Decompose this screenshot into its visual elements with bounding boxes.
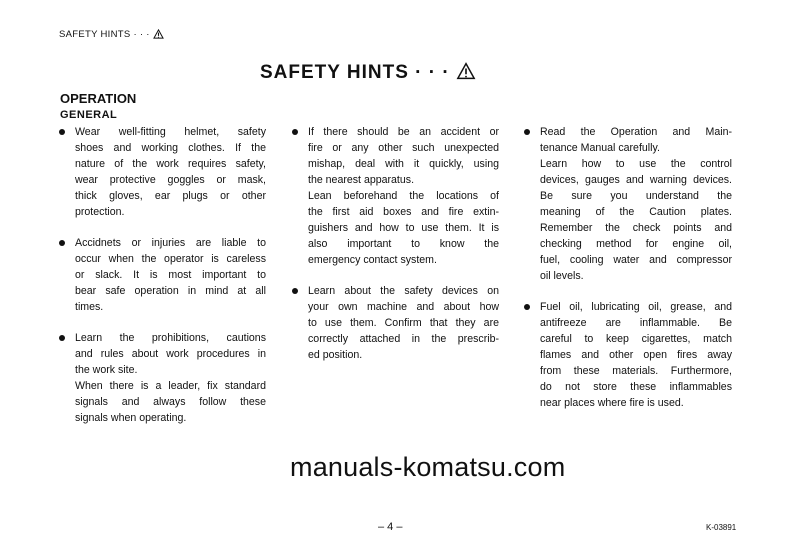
text-line: Read the Operation and Main-	[540, 126, 732, 138]
list-item	[524, 299, 732, 411]
text-line: mishap, deal with it quickly, using	[308, 158, 499, 170]
text-line: the work site.	[75, 364, 138, 376]
text-line: Learn the prohibitions, cautions	[75, 332, 266, 344]
text-line: Wear well-fitting helmet, safety	[75, 126, 266, 138]
page-number: – 4 –	[378, 521, 403, 533]
list-item	[59, 235, 266, 315]
text-line: and rules about work procedures in	[75, 348, 266, 360]
text-line: thick gloves, ear plugs or other	[75, 190, 266, 202]
warning-triangle-icon	[153, 29, 164, 39]
text-line: Learn how to use the control	[540, 158, 732, 170]
text-line: Fuel oil, lubricating oil, grease, and	[540, 301, 732, 313]
bullet-icon	[59, 335, 65, 341]
bullet-icon	[59, 129, 65, 135]
text-line: bear safe operation in mind at all	[75, 285, 266, 297]
bullet-icon	[524, 304, 530, 310]
text-line: occur when the operator is careless	[75, 253, 266, 265]
text-line: tenance Manual carefully.	[540, 142, 660, 154]
text-line: signals and always follow these	[75, 396, 266, 408]
list-item	[524, 124, 732, 284]
text-line: the first aid boxes and fire extin-	[308, 206, 499, 218]
text-line: Learn about the safety devices on	[308, 285, 499, 297]
text-line: emergency contact system.	[308, 254, 437, 266]
text-line: shoes and working clothes. If the	[75, 142, 266, 154]
text-line: nature of the work requires safety,	[75, 158, 266, 170]
column-1	[59, 124, 266, 441]
text-line: antifreeze are inflammable. Be	[540, 317, 732, 329]
text-line: devices, gauges and warning devices.	[540, 174, 732, 186]
page-title-text: SAFETY HINTS · · ·	[260, 62, 456, 83]
text-line: Remember the check points and	[540, 222, 732, 234]
text-line: protection.	[75, 206, 125, 218]
bullet-icon	[524, 129, 530, 135]
warning-triangle-icon	[456, 62, 476, 80]
text-line: meaning of the Caution plates.	[540, 206, 732, 218]
watermark: manuals-komatsu.com	[290, 452, 566, 482]
text-line: Accidnets or injuries are liable to	[75, 237, 266, 249]
text-line: checking method for engine oil,	[540, 238, 732, 250]
page-title	[260, 62, 476, 84]
text-line: times.	[75, 301, 104, 313]
column-3	[524, 124, 732, 426]
text-line: do not store these inflammables	[540, 381, 732, 393]
list-item	[59, 124, 266, 220]
text-line: ed position.	[308, 349, 363, 361]
text-line: fire or any other such unexpected	[308, 142, 499, 154]
list-item	[292, 124, 499, 268]
bullet-icon	[59, 240, 65, 246]
text-line: to use them. Confirm that they are	[308, 317, 499, 329]
text-line: correctly attached in the prescrib-	[308, 333, 499, 345]
bullet-icon	[292, 129, 298, 135]
text-line: When there is a leader, fix standard	[75, 380, 266, 392]
text-line: fuel, cooling water and compressor	[540, 254, 732, 266]
list-item	[292, 283, 499, 363]
text-line: flames and other open fires away	[540, 349, 732, 361]
text-line: the nearest apparatus.	[308, 174, 415, 186]
text-line: guishers and how to use them. It is	[308, 222, 499, 234]
column-2	[292, 124, 499, 378]
text-line: signals when operating.	[75, 412, 187, 424]
running-header-text: SAFETY HINTS · · ·	[59, 29, 153, 40]
text-line: Lean beforehand the locations of	[308, 190, 499, 202]
document-code: K-03891	[706, 523, 737, 532]
running-header	[59, 29, 164, 40]
text-line: wear protective goggles or mask,	[75, 174, 266, 186]
text-line: careful to keep cigarettes, match	[540, 333, 732, 345]
text-line: or slack. It is most important to	[75, 269, 266, 281]
bullet-icon	[292, 288, 298, 294]
text-line: also important to know the	[308, 238, 499, 250]
text-line: near places where fire is used.	[540, 397, 684, 409]
subsection-heading: GENERAL	[60, 109, 118, 121]
text-line: your own machine and about how	[308, 301, 499, 313]
text-line: If there should be an accident or	[308, 126, 499, 138]
list-item	[59, 330, 266, 426]
text-line: oil levels.	[540, 270, 584, 282]
text-line: from these materials. Furthermore,	[540, 365, 732, 377]
section-heading: OPERATION	[60, 91, 137, 106]
text-line: Be sure you understand the	[540, 190, 732, 202]
